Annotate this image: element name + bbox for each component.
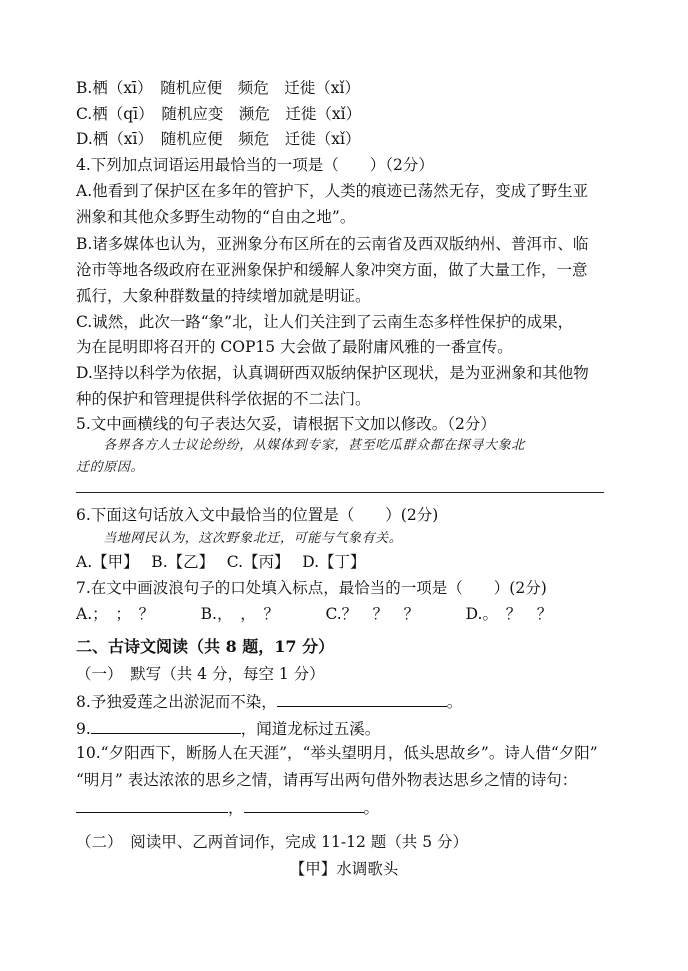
q10-comma: ， (228, 799, 244, 817)
q8-period: 。 (446, 693, 463, 711)
q9-text: ，闻道龙标过五溪。 (240, 720, 381, 738)
poem-title: 【甲】水调歌头 (289, 860, 399, 878)
option-c-line: C.栖（qī） 随机应变 濒危 迁徙（xǐ） (76, 105, 362, 123)
q4-option-c-line1: C.诚然，此次一路“象”北，让人们关注到了云南生态多样性保护的成果， (76, 313, 574, 331)
q9-blank[interactable] (91, 717, 241, 734)
option-b-line: B.栖（xī） 随机应便 频危 迁徙（xǐ） (76, 79, 360, 97)
section-heading: 二、古诗文阅读（共 8 题，17 分） (76, 637, 335, 656)
subsection-dictation: （一） 默写（共 4 分，每空 1 分） (76, 665, 325, 683)
q5-quote-line1: 各界各方人士议论纷纷，从媒体到专家，甚至吃瓜群众都在探寻大象北 (76, 438, 525, 453)
question-10-line1: 10.“夕阳西下，断肠人在天涯”，“举头望明月，低头思故乡”。诗人借“夕阳” (76, 744, 598, 762)
question-4: 4.下列加点词语运用最恰当的一项是（ ）（2分） (76, 156, 434, 174)
q10-blank-2[interactable] (244, 796, 364, 813)
q4-option-d-line1: D.坚持以科学为依据，认真调研西双版纳保护区现状，是为亚洲象和其他物 (76, 364, 589, 382)
question-10-answer (76, 796, 379, 818)
question-9 (76, 717, 380, 739)
q9-number: 9. (76, 720, 91, 738)
q6-quote: 当地网民认为，这次野象北迁，可能与气象有关。 (76, 531, 403, 546)
subsection-reading: （二） 阅读甲、乙两首词作，完成 11-12 题（共 5 分） (76, 833, 469, 851)
question-7: 7.在文中画波浪句子的口处填入标点，最恰当的一项是（ ）(2分) (76, 579, 547, 597)
q4-option-b-line1: B.诸多媒体也认为，亚洲象分布区所在的云南省及西双版纳州、普洱市、临 (76, 235, 589, 253)
question-5: 5.文中画横线的句子表达欠妥，请根据下文加以修改。（2分） (76, 415, 496, 433)
option-d-line: D.栖（xī） 随机应便 频危 迁徙（xǐ） (76, 130, 361, 148)
question-10-line2: “明月” 表达浓浓的思乡之情，请再写出两句借外物表达思乡之情的诗句： (76, 771, 578, 789)
q5-quote-line2: 迁的原因。 (76, 460, 145, 475)
question-6: 6.下面这句话放入文中最恰当的位置是（ ）(2分) (76, 506, 439, 524)
q7-options: A.； ； ？ B.， ， ？ C.？ ？ ？ D.。 ？ ？ (76, 605, 553, 623)
q4-option-a-line2: 洲象和其他众多野生动物的“自由之地”。 (76, 208, 356, 226)
q4-option-a-line1: A.他看到了保护区在多年的管护下，人类的痕迹已荡然无存，变成了野生亚 (76, 182, 589, 200)
answer-line[interactable] (76, 492, 604, 493)
q10-blank-1[interactable] (76, 796, 228, 813)
q4-option-c-line2: 为在昆明即将召开的 COP15 大会做了最附庸风雅的一番宣传。 (76, 338, 513, 356)
q8-blank[interactable] (277, 690, 447, 707)
question-8 (76, 690, 462, 712)
q10-period: 。 (363, 799, 380, 817)
q4-option-b-line3: 孤行，大象种群数量的持续增加就是明证。 (76, 287, 371, 305)
q8-text: 8.予独爱莲之出淤泥而不染， (76, 693, 277, 711)
q4-option-b-line2: 沧市等地各级政府在亚洲象保护和缓解人象冲突方面，做了大量工作，一意 (76, 261, 588, 279)
q6-options: A.【甲】 B.【乙】 C.【丙】 D.【丁】 (76, 553, 366, 571)
q4-option-d-line2: 种的保护和管理提供科学依据的不二法门。 (76, 390, 371, 408)
